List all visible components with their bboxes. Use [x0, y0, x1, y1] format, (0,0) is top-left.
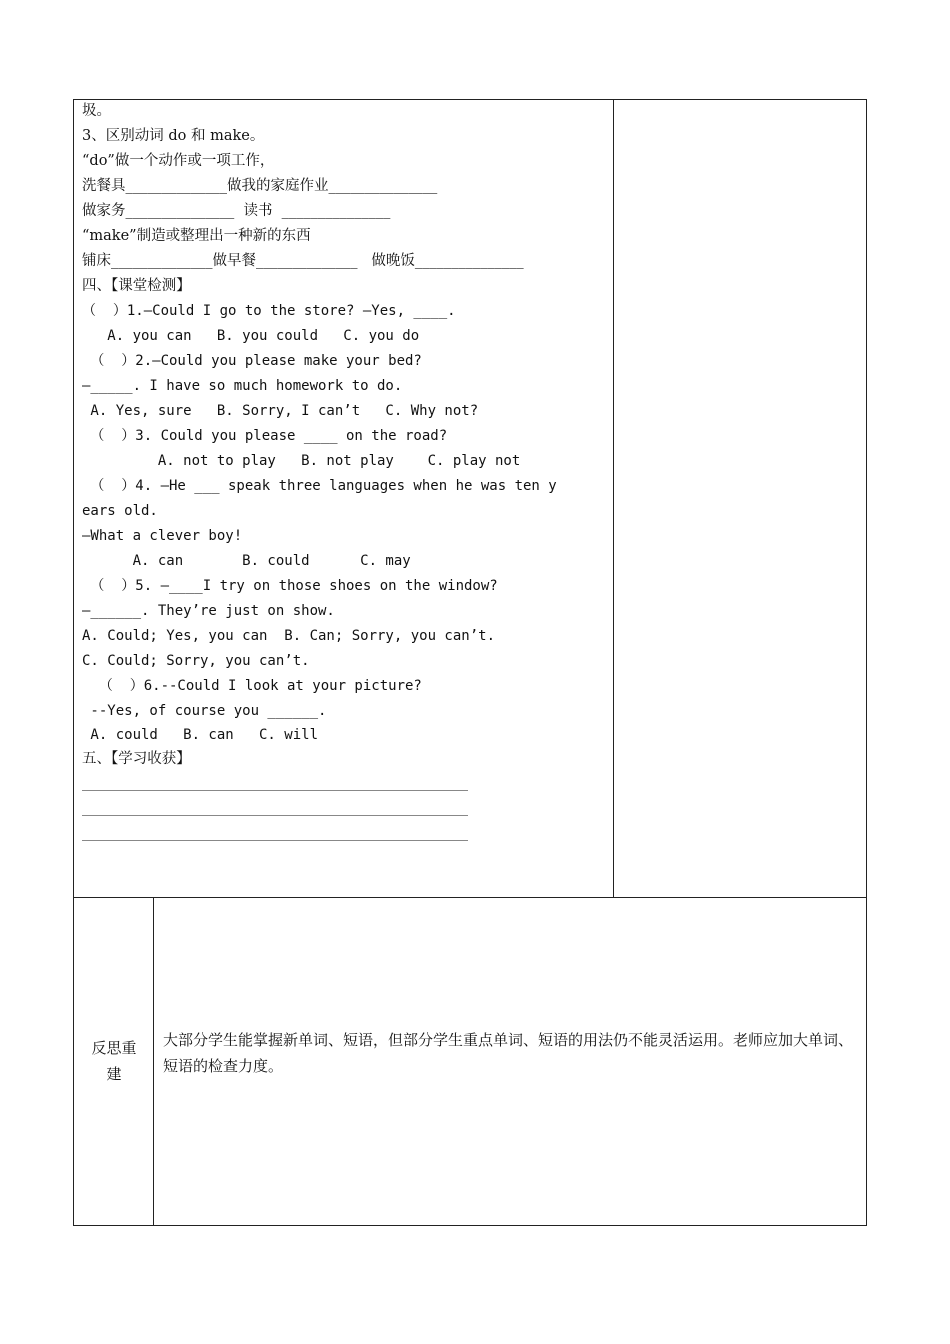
answer-line-2 [82, 815, 468, 816]
worksheet-line: A. Yes, sure B. Sorry, I can’t C. Why not? [82, 403, 479, 419]
worksheet-line: A. Could; Yes, you can B. Can; Sorry, you can’t. [82, 628, 496, 644]
worksheet-line: （ ）2.—Could you please make your bed? [82, 353, 422, 369]
answer-line-3 [82, 840, 468, 841]
worksheet-line: （ ）3. Could you please ____ on the road? [82, 428, 448, 444]
upper-right-cell [613, 99, 867, 898]
worksheet-line: 洗餐具______________做我的家庭作业_______________ [82, 178, 438, 194]
worksheet-line: --Yes, of course you ______. [82, 703, 327, 719]
worksheet-line: ears old. [82, 503, 158, 519]
worksheet-line: —What a clever boy! [82, 528, 243, 544]
worksheet-line: 做家务_______________ 读书 _______________ [82, 203, 391, 219]
worksheet-line: C. Could; Sorry, you can’t. [82, 653, 310, 669]
reflection-text: 大部分学生能掌握新单词、短语，但部分学生重点单词、短语的用法仍不能灵活运用。老师应加大单词、短语的检查力度。 [163, 1031, 854, 1075]
worksheet-line: 3、区别动词 do 和 make。 [82, 128, 265, 144]
worksheet-line: —______. They’re just on show. [82, 603, 335, 619]
worksheet-line: “make”制造或整理出一种新的东西 [82, 228, 311, 244]
worksheet-line: “do”做一个动作或一项工作， [82, 153, 275, 169]
answer-line-1 [82, 790, 468, 791]
worksheet-line: （ ）4. —He ___ speak three languages when he was ten y [82, 478, 557, 494]
worksheet-line: 圾。 [82, 103, 111, 119]
worksheet-line: 五、【学习收获】 [82, 751, 191, 767]
worksheet-line: A. can B. could C. may [82, 553, 411, 569]
reflection-label: 反思重 建 [91, 1039, 137, 1083]
worksheet-line: A. you can B. you could C. you do [82, 328, 420, 344]
worksheet-line: （ ）6.--Could I look at your picture? [82, 678, 422, 694]
worksheet-line: 铺床______________做早餐______________ 做晚饭_______________ [82, 253, 524, 269]
worksheet-line: —_____. I have so much homework to do. [82, 378, 403, 394]
worksheet-line: （ ）1.—Could I go to the store? —Yes, ____. [82, 303, 456, 319]
worksheet-line: 四、【课堂检测】 [82, 278, 191, 294]
worksheet-line: A. could B. can C. will [82, 727, 319, 743]
worksheet-line: A. not to play B. not play C. play not [82, 453, 521, 469]
worksheet-line: （ ）5. —____I try on those shoes on the window? [82, 578, 498, 594]
